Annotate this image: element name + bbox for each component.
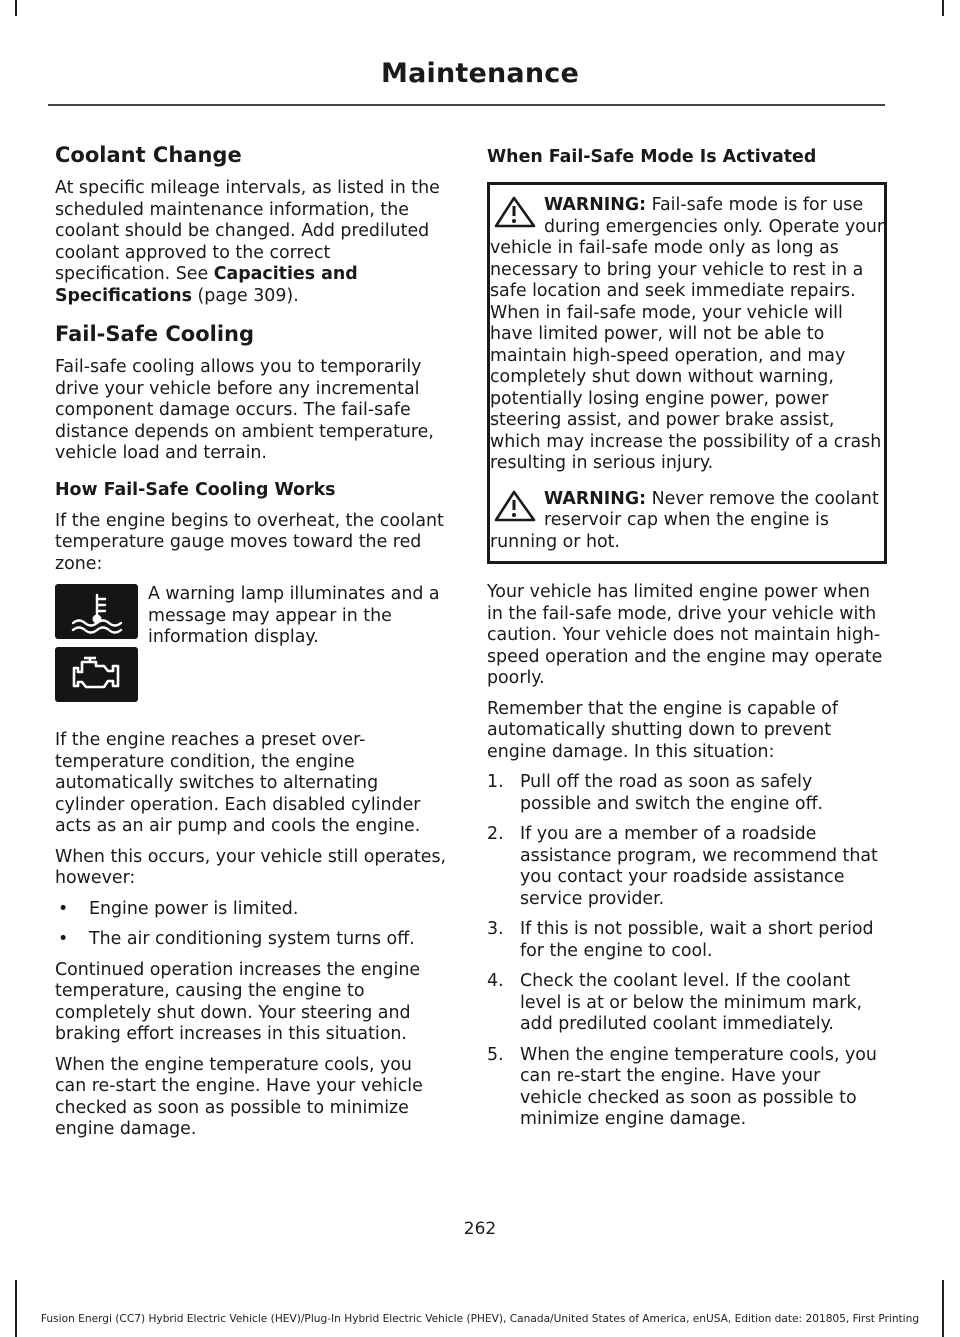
list-item [487,919,887,962]
crop-mark-top-right [942,0,944,16]
page-title: Maintenance [381,58,579,89]
fail-safe-paragraph: Fail-safe cooling allows you to temporarily drive your vehicle before any incremental component damage occurs. The fail-safe distance depends on ambient temperature, vehicle load and terrain. [55,357,434,463]
heading-fail-safe-cooling: Fail-Safe Cooling [55,322,255,346]
step-number: 5. [487,1044,504,1065]
list-item-text: The air conditioning system turns off. [89,929,415,949]
bullet-marker: • [58,929,69,949]
crop-mark-bottom-left [15,1280,17,1337]
coolant-change-text: At specific mileage intervals, as listed in the scheduled maintenance information, the coolant should be changed. Add prediluted coolant approved to the correct specification. See [55,178,440,284]
over-temperature-paragraph: If the engine reaches a preset over-temperature condition, the engine automatically switches to alternating cylinder operation. Each disabled cylinder acts as an air pump and cools the engine. [55,730,421,836]
step-text: Pull off the road as soon as safely possible and switch the engine off. [520,772,824,814]
footer-edition-info: Fusion Energi (CC7) Hybrid Electric Vehicle (HEV)/Plug-In Hybrid Electric Vehicle (PHEV), Canada/United States of America, enUSA, Edition date: 201805, First Printing [40,1313,920,1325]
warning-fail-safe-mode [490,195,884,475]
crop-mark-top-left [15,0,17,16]
limited-power-paragraph: Your vehicle has limited engine power when in the fail-safe mode, drive your vehicle with caution. Your vehicle does not maintain high-speed operation and the engine may operate poorly. [487,582,883,688]
capacities-link[interactable]: Capacities and Specifications [55,264,358,306]
still-operates-paragraph: When this occurs, your vehicle still operates, however: [55,846,447,888]
step-number: 3. [487,919,504,939]
warning-triangle-icon [492,195,540,229]
warning-label: WARNING: [544,195,647,215]
list-item [55,929,448,951]
heading-how-fail-safe-works: How Fail-Safe Cooling Works [55,479,336,500]
crop-mark-bottom-right [942,1280,944,1337]
step-number: 2. [487,824,504,844]
list-item [487,824,887,910]
heading-fail-safe-mode-activated: When Fail-Safe Mode Is Activated [487,147,817,167]
heading-coolant-change: Coolant Change [55,143,242,167]
page-reference: (page 309). [191,285,299,306]
list-item [487,1045,887,1131]
list-item [55,899,448,921]
coolant-temperature-icon [55,584,138,639]
coolant-change-paragraph [55,178,448,307]
check-engine-icon [55,647,138,702]
page-number: 262 [463,1219,497,1239]
title-divider [48,104,885,106]
warning-box [487,182,887,564]
step-text: Check the coolant level. If the coolant level is at or below the minimum mark, add prediluted coolant immediately. [520,971,863,1034]
limitations-list [55,899,448,951]
continued-operation-paragraph: Continued operation increases the engine temperature, causing the engine to completely shut down. Your steering and braking effort increases in this situation. [55,959,421,1044]
right-column [487,142,887,1140]
warning-triangle-icon [492,489,540,523]
list-item [487,971,887,1036]
warning-lamp-row [55,584,448,710]
step-text: When the engine temperature cools, you can re-start the engine. Have your vehicle checked as soon as possible to minimize engine damage. [520,1044,877,1129]
procedure-steps [487,772,887,1131]
overheat-paragraph: If the engine begins to overheat, the coolant temperature gauge moves toward the red zone: [55,510,444,574]
warning-lamp-description: A warning lamp illuminates and a message may appear in the information display. [148,584,440,647]
warning-text: Fail-safe mode is for use during emergencies only. Operate your vehicle in fail-safe mode only as long as necessary to bring your vehicle to rest in a safe location and seek immediate repairs. When in fail-safe mode, your vehicle will have limited power, will not be able to maintain high-speed operation, and may completely shut down without warning, potentially losing engine power, power steering assist, and power brake assist, which may increase the possibility of a crash resulting in serious injury. [490,195,884,473]
left-column [55,142,448,1150]
step-number: 4. [487,971,504,991]
warning-lamp-icons [55,584,138,710]
list-item-text: Engine power is limited. [89,898,299,919]
warning-reservoir-cap [490,489,884,554]
engine-cools-paragraph: When the engine temperature cools, you can re-start the engine. Have your vehicle checked as soon as possible to minimize engine damage. [55,1054,423,1139]
step-text: If this is not possible, wait a short period for the engine to cool. [520,919,874,961]
list-item [487,772,887,815]
step-text: If you are a member of a roadside assistance program, we recommend that you contact your roadside assistance service provider. [520,824,878,909]
warning-label: WARNING: [544,488,647,509]
step-number: 1. [487,772,504,792]
warning-text: Never remove the coolant reservoir cap when the engine is running or hot. [490,488,879,552]
bullet-marker: • [58,898,69,919]
auto-shutdown-paragraph: Remember that the engine is capable of automatically shutting down to prevent engine damage. In this situation: [487,698,838,762]
